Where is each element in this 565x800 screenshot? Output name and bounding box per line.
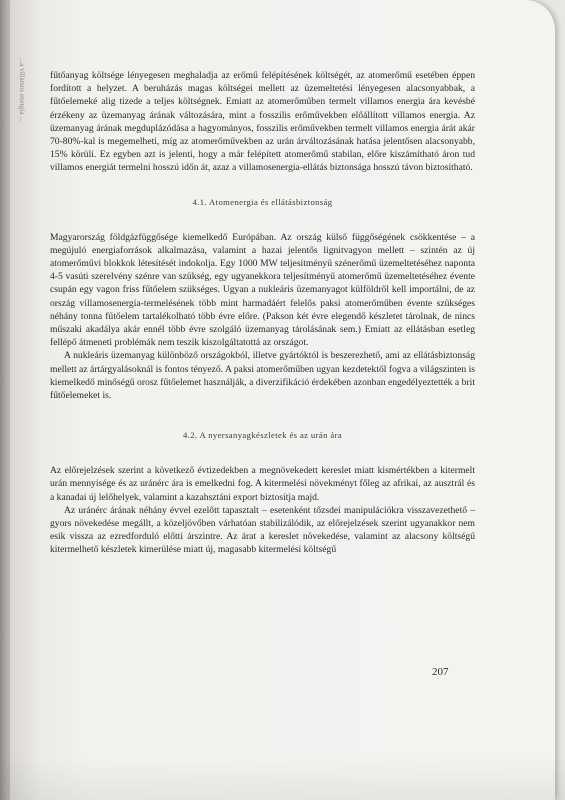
facing-page-edge-text: ...a villamos energia ... bbox=[18, 58, 26, 122]
page-content bbox=[50, 69, 475, 557]
section-4-2-paragraph-2: Az uránérc árának néhány évvel ezelőtt tapasztalt – esetenként tőzsdei manipulációkra visszavezethető – gyors növekedése megállt, a közeljövőben várhatóan stabilizálódik, az előrejelzések szerint ugyanakkor nem esik vissza az ezredforduló előtti árszintre. Az árat a kereslet növekedése, valamint az alacsony költségű kitermelhető készletek kimerülése miatt új, magasabb kitermelési költségű bbox=[50, 504, 475, 556]
intro-paragraph: fűtőanyag költsége lényegesen meghaladja az erőmű felépítésének költségét, az atomerőmű esetében éppen fordított a helyzet. A beruházás magas költségei mellett az üzemeltetési lényegesen alacsonyabbak, a fűtőelemeké alig tizede a teljes költségnek. Emiatt az atomerőműben termelt villamos energia ára kevésbé érzékeny az üzemanyag árának változására, mint a fosszilis erőművekben előállított villamos energia. Az üzemanyag árának megduplázódása a hagyományos, fosszilis erőművekben termelt villamos energia árát akár 70-80%-kal is megemelheti, míg az atomerőművekben az urán árváltozásának hatása jelentősen alacsonyabb, 15% körüli. Ez egyben azt is jelenti, hogy a már felépített atomerőmű stabilan, előre kiszámítható áron tud villamos energiát termelni hosszú időn át, azaz a villamosenergia-ellátás biztonsága hosszú távon biztosítható. bbox=[50, 70, 475, 174]
book-page bbox=[10, 0, 555, 800]
section-heading-4-1: 4.1. Atomenergia és ellátásbiztonság bbox=[192, 196, 333, 207]
section-heading-4-2: 4.2. A nyersanyagkészletek és az urán ára bbox=[182, 430, 343, 441]
section-4-2-paragraph-1: Az előrejelzések szerint a következő évtizedekben a megnövekedett kereslet miatt kismértékben a kitermelt urán mennyisége és az uránérc ára is emelkedni fog. A kitermelési növekményt főleg az afrikai, az ausztrál és a kanadai új lelőhelyek, valamint a kazahsztáni export biztosítja majd. bbox=[50, 465, 475, 503]
section-4-1-paragraph-2: A nukleáris üzemanyag különböző országokból, illetve gyártóktól is beszerezhető, ami az ellátásbiztonság mellett az ártárgyalásoknál is fontos tényező. A paksi atomerőműben ugyan kezdetektől fogva a világszinten is kiemelkedő minőségű orosz fűtőelemet használják, a diverzifikáció érdekében azonban engedélyeztették a brit fűtőelemeket is. bbox=[50, 350, 475, 402]
section-4-1-paragraph-1: Magyarország földgázfüggősége kiemelkedő Európában. Az ország külső függőségének csökkentése – a megújuló energiaforrások alkalmazása, valamint a hazai jelentős lignitvagyon mellett – szintén az új atomerőművi blokkok létesítését indokolja. Egy 1000 MW teljesítményű szénerőmű üzemeltetéséhez naponta 4-5 vasúti szerelvény szénre van szükség, egy ugyanekkora teljesítményű atomerőmű üzemeltetéséhez évente csupán egy vagon friss fűtőelem szükséges. Ugyan a nukleáris üzemanyagot külföldről kell importálni, de az ország villamosenergia-termelésének több mint harmadáért felelős paksi atomerőműben évente szükséges néhány tonna fűtőelem tartalékolható több évre előre. (Pakson két évre elegendő készletet tárolnak, de nincs műszaki akadálya akár ennél több évre szolgáló üzemanyag tárolásának sem.) Emiatt az ellátásban esetleg fellépő átmeneti problémák nem teszik kiszolgáltatottá az országot. bbox=[50, 231, 475, 349]
page-number: 207 bbox=[432, 666, 449, 678]
